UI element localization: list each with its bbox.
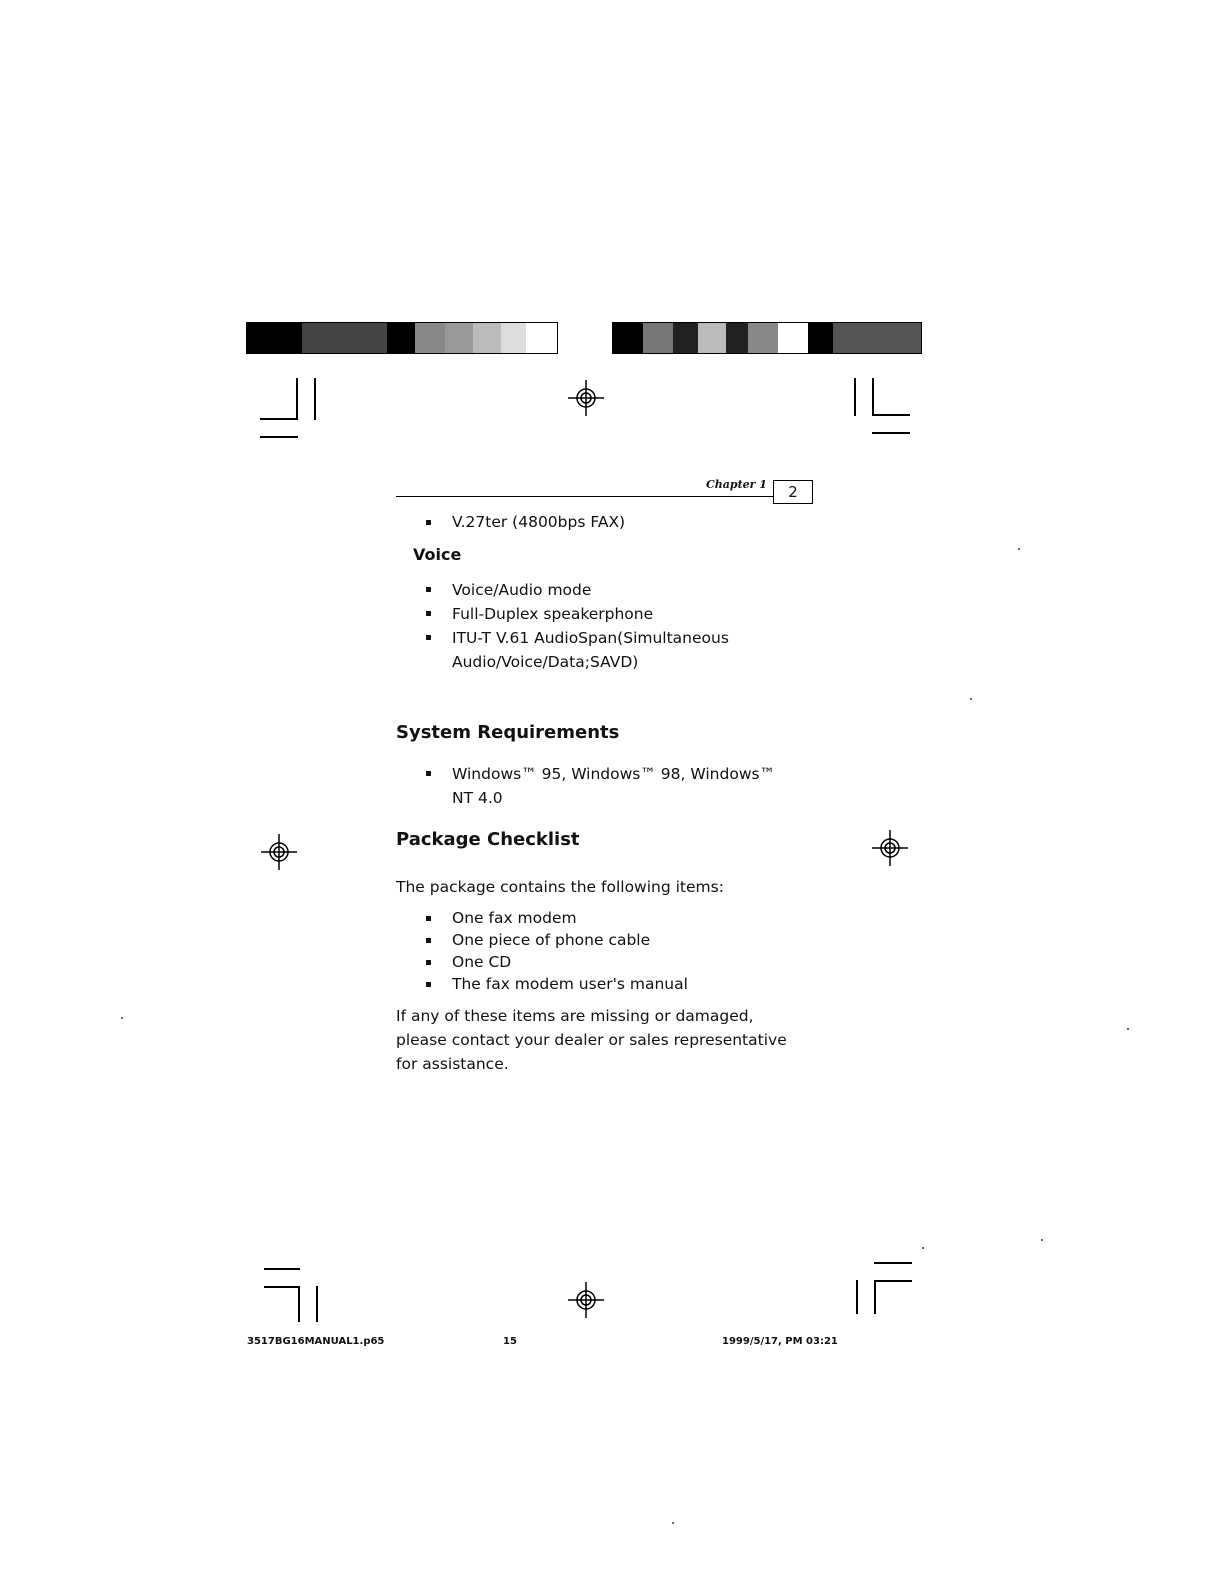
chapter-label: Chapter 1 xyxy=(706,478,767,491)
list-item: One CD xyxy=(424,951,688,973)
list-item-line: NT 4.0 xyxy=(452,789,503,807)
note-line: please contact your dealer or sales representative xyxy=(396,1031,787,1049)
scan-speck xyxy=(922,1247,924,1249)
header-rule xyxy=(396,496,774,497)
list-item: The fax modem user's manual xyxy=(424,973,688,995)
package-intro: The package contains the following items: xyxy=(396,878,724,896)
scan-speck xyxy=(1041,1239,1043,1241)
list-item: Voice/Audio mode xyxy=(424,578,729,602)
system-requirements-heading: System Requirements xyxy=(396,722,620,743)
package-note xyxy=(396,1004,787,1076)
list-item-line: ITU-T V.61 AudioSpan(Simultaneous xyxy=(452,629,729,647)
scan-speck xyxy=(672,1522,674,1524)
registration-target-right-icon xyxy=(870,828,910,868)
registration-target-left-icon xyxy=(259,832,299,872)
package-checklist-list xyxy=(424,907,688,995)
registration-bar-right xyxy=(612,322,922,354)
list-item-line: Windows™ 95, Windows™ 98, Windows™ xyxy=(452,765,776,783)
list-item: V.27ter (4800bps FAX) xyxy=(424,511,625,533)
registration-target-top-icon xyxy=(566,378,606,418)
list-item: Full-Duplex speakerphone xyxy=(424,602,729,626)
list-item: One fax modem xyxy=(424,907,688,929)
list-item xyxy=(424,762,775,810)
registration-target-bottom-icon xyxy=(566,1280,606,1320)
note-line: for assistance. xyxy=(396,1055,509,1073)
footer-page: 15 xyxy=(503,1336,517,1347)
scan-speck xyxy=(1018,548,1020,550)
footer-timestamp: 1999/5/17, PM 03:21 xyxy=(722,1336,838,1347)
registration-bar-left xyxy=(246,322,558,354)
scan-speck xyxy=(121,1017,123,1019)
footer-filename: 3517BG16MANUAL1.p65 xyxy=(247,1336,385,1347)
voice-heading: Voice xyxy=(413,545,462,564)
top-bullet-list xyxy=(424,511,625,533)
list-item: One piece of phone cable xyxy=(424,929,688,951)
list-item-line: Audio/Voice/Data;SAVD) xyxy=(452,653,639,671)
system-requirements-list xyxy=(424,762,775,810)
scan-speck xyxy=(970,698,972,700)
package-checklist-heading: Package Checklist xyxy=(396,829,580,850)
list-item xyxy=(424,626,729,674)
note-line: If any of these items are missing or damaged, xyxy=(396,1007,754,1025)
voice-list xyxy=(424,578,729,674)
page-number-box: 2 xyxy=(773,480,813,504)
scan-speck xyxy=(1127,1028,1129,1030)
